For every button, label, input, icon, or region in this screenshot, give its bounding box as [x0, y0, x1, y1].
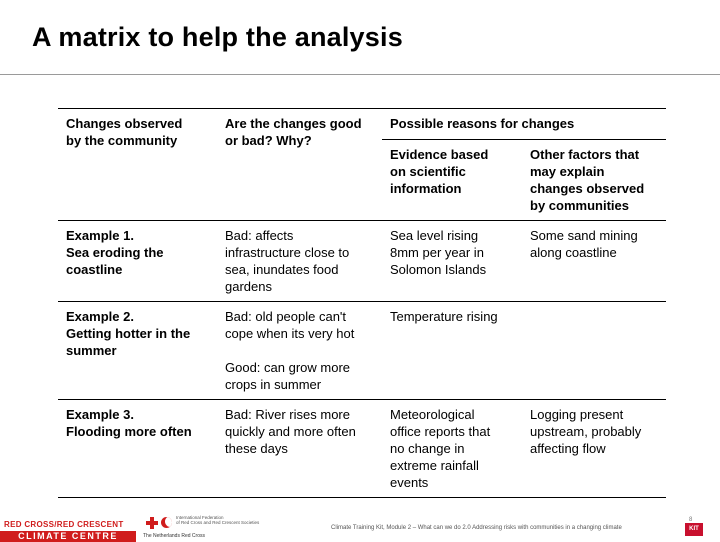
row-example-label: Example 1. Sea eroding the coastline [58, 221, 217, 302]
row-assessment: Bad: affects infrastructure close to sea, inundates food gardens [217, 221, 382, 302]
row-scientific-evidence: Sea level rising 8mm per year in Solomon Islands [382, 221, 522, 302]
netherlands-red-cross-name: The Netherlands Red Cross [143, 533, 205, 539]
kit-logo: KIT [685, 523, 703, 536]
footer-caption: Climate Training Kit, Module 2 – What can we do 2.0 Addressing risks with communities in a changing climate [331, 525, 622, 531]
row-other-factors: Logging present upstream, probably affecting flow [522, 400, 666, 498]
ifrc-logo [143, 514, 283, 540]
header-scientific-evidence: Evidence based on scientific information [382, 140, 522, 221]
row-other-factors: Some sand mining along coastline [522, 221, 666, 302]
row-assessment-extra: Good: can grow more crops in summer [225, 360, 351, 392]
slide-footer [0, 500, 720, 540]
analysis-matrix-table [58, 108, 666, 498]
table-row [58, 400, 666, 498]
row-example-label: Example 2. Getting hotter in the summer [58, 302, 217, 400]
row-example-label: Example 3. Flooding more often [58, 400, 217, 498]
red-cross-icon [146, 517, 158, 529]
header-other-factors: Other factors that may explain changes observed by communities [522, 140, 666, 221]
header-good-or-bad: Are the changes good or bad? Why? [217, 109, 382, 221]
page-title: A matrix to help the analysis [32, 22, 403, 52]
table-header-row [58, 109, 666, 140]
ifrc-name: International Federation of Red Cross and Red Crescent Societies [176, 515, 260, 525]
row-other-factors [522, 302, 666, 400]
title-divider [0, 74, 720, 75]
climate-centre-logo [0, 518, 136, 540]
row-scientific-evidence: Temperature rising [382, 302, 522, 400]
header-possible-reasons: Possible reasons for changes [382, 109, 666, 140]
climate-centre-logo-bottom: CLIMATE CENTRE [0, 531, 136, 542]
row-scientific-evidence: Meteorological office reports that no change in extreme rainfall events [382, 400, 522, 498]
table-row [58, 221, 666, 302]
row-assessment: Bad: River rises more quickly and more often these days [217, 400, 382, 498]
row-assessment: Bad: old people can't cope when its very hot [225, 309, 355, 341]
page-number: 8 [689, 517, 693, 523]
header-changes-observed: Changes observed by the community [58, 109, 217, 221]
climate-centre-logo-top: RED CROSS/RED CRESCENT [4, 520, 124, 529]
red-crescent-icon [161, 517, 172, 528]
row-assessment-cell [217, 302, 382, 400]
table-row [58, 302, 666, 400]
